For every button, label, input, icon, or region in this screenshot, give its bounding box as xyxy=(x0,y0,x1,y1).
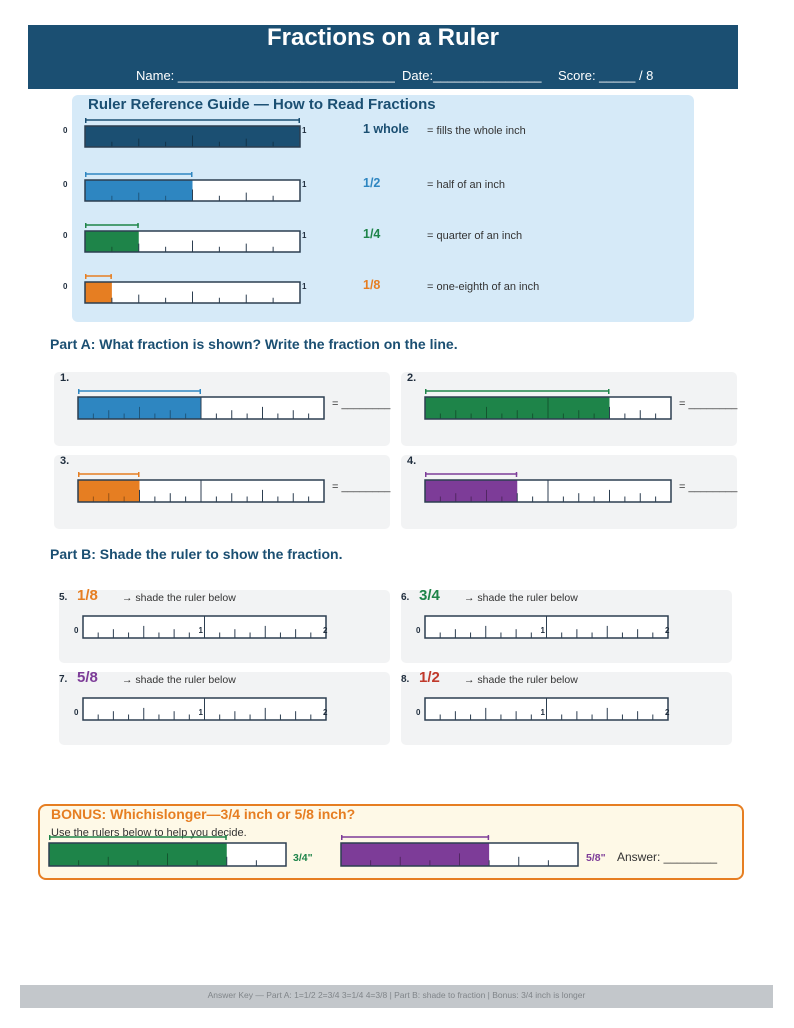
bonus-ruler-label: 5/8" xyxy=(586,852,606,864)
guide-description: = quarter of an inch xyxy=(427,230,523,242)
guide-ruler-2 xyxy=(85,172,302,207)
part-a-ruler-1 xyxy=(78,389,326,425)
shade-instruction: → shade the ruler below xyxy=(122,674,236,686)
part-a-ruler-4 xyxy=(425,472,673,508)
bonus-ruler-label: 3/4" xyxy=(293,852,313,864)
ruler-inch-label: 2 xyxy=(323,708,328,717)
guide-fraction-label: 1/2 xyxy=(363,176,381,190)
part-b-ruler-4 xyxy=(425,690,670,726)
ruler-shaded-section xyxy=(85,282,112,303)
ruler-shaded-section xyxy=(341,843,489,866)
answer-line[interactable]: = ________ xyxy=(679,398,738,410)
guide-ruler-4 xyxy=(85,274,302,309)
ruler-inch-label: 1 xyxy=(198,626,203,635)
shade-instruction: → shade the ruler below xyxy=(464,674,578,686)
part-b-ruler-2 xyxy=(425,608,670,644)
ruler-inch-label: 2 xyxy=(665,708,670,717)
guide-fraction-label: 1 whole xyxy=(363,122,409,136)
ruler-inch-label: 0 xyxy=(74,626,79,635)
ruler-end-label: 1 xyxy=(302,282,307,291)
ruler-inch-label: 2 xyxy=(665,626,670,635)
target-fraction: 5/8 xyxy=(77,669,98,686)
ruler-inch-label: 0 xyxy=(416,626,421,635)
score-field[interactable]: Score: _____ / 8 xyxy=(558,68,654,83)
guide-fraction-label: 1/4 xyxy=(363,227,381,241)
answer-key-text: Answer Key — Part A: 1=1/2 2=3/4 3=1/4 4=3/8 | Part B: shade to fraction | Bonus: 3/4 inch is longer xyxy=(207,990,586,1000)
part-b-ruler-1 xyxy=(83,608,328,644)
bonus-answer-field[interactable]: Answer: ________ xyxy=(617,850,718,864)
bonus-ruler-2 xyxy=(341,835,580,872)
guide-ruler-3 xyxy=(85,223,302,258)
ruler-inch-label: 0 xyxy=(416,708,421,717)
question-number: 5. xyxy=(59,592,68,603)
guide-description: = fills the whole inch xyxy=(427,125,526,137)
shade-instruction: → shade the ruler below xyxy=(122,592,236,604)
target-fraction: 1/2 xyxy=(419,669,440,686)
ruler-inch-label: 1 xyxy=(540,708,545,717)
guide-description: = half of an inch xyxy=(427,179,505,191)
question-number: 7. xyxy=(59,674,68,685)
ruler-inch-label: 1 xyxy=(540,626,545,635)
question-number: 8. xyxy=(401,674,410,685)
question-number: 3. xyxy=(60,455,70,467)
page-title: Fractions on a Ruler xyxy=(266,24,500,51)
ruler-inch-label: 1 xyxy=(198,708,203,717)
part-b-ruler-3 xyxy=(83,690,328,726)
ruler-start-label: 0 xyxy=(63,231,68,240)
question-number: 2. xyxy=(407,372,417,384)
bonus-ruler-1 xyxy=(49,835,288,872)
guide-ruler-1 xyxy=(85,118,302,153)
part-a-ruler-2 xyxy=(425,389,673,425)
date-field[interactable]: Date:_______________ xyxy=(402,68,542,83)
part-b-title: Part B: Shade the ruler to show the fraction. xyxy=(50,546,343,562)
answer-line[interactable]: = ________ xyxy=(332,481,391,493)
guide-fraction-label: 1/8 xyxy=(363,278,381,292)
ruler-start-label: 0 xyxy=(63,180,68,189)
ruler-inch-label: 2 xyxy=(323,626,328,635)
reference-guide-title: Ruler Reference Guide — How to Read Fractions xyxy=(88,96,436,113)
answer-line[interactable]: = ________ xyxy=(332,398,391,410)
ruler-end-label: 1 xyxy=(302,180,307,189)
ruler-inch-label: 0 xyxy=(74,708,79,717)
question-number: 6. xyxy=(401,592,410,603)
target-fraction: 1/8 xyxy=(77,587,98,604)
part-a-ruler-3 xyxy=(78,472,326,508)
bonus-title: BONUS: Whichislonger—3/4 inch or 5/8 inch? xyxy=(51,806,356,822)
shade-instruction: → shade the ruler below xyxy=(464,592,578,604)
bonus-subtitle: Use the rulers below to help you decide. xyxy=(51,827,247,839)
answer-line[interactable]: = ________ xyxy=(679,481,738,493)
target-fraction: 3/4 xyxy=(419,587,440,604)
ruler-end-label: 1 xyxy=(302,231,307,240)
answer-key-footer xyxy=(20,985,773,1008)
ruler-end-label: 1 xyxy=(302,126,307,135)
question-number: 1. xyxy=(60,372,70,384)
question-number: 4. xyxy=(407,455,417,467)
guide-description: = one-eighth of an inch xyxy=(427,281,540,293)
ruler-start-label: 0 xyxy=(63,126,68,135)
name-field[interactable]: Name: ______________________________ xyxy=(136,68,395,83)
ruler-start-label: 0 xyxy=(63,282,68,291)
part-a-title: Part A: What fraction is shown? Write the fraction on the line. xyxy=(50,336,458,352)
